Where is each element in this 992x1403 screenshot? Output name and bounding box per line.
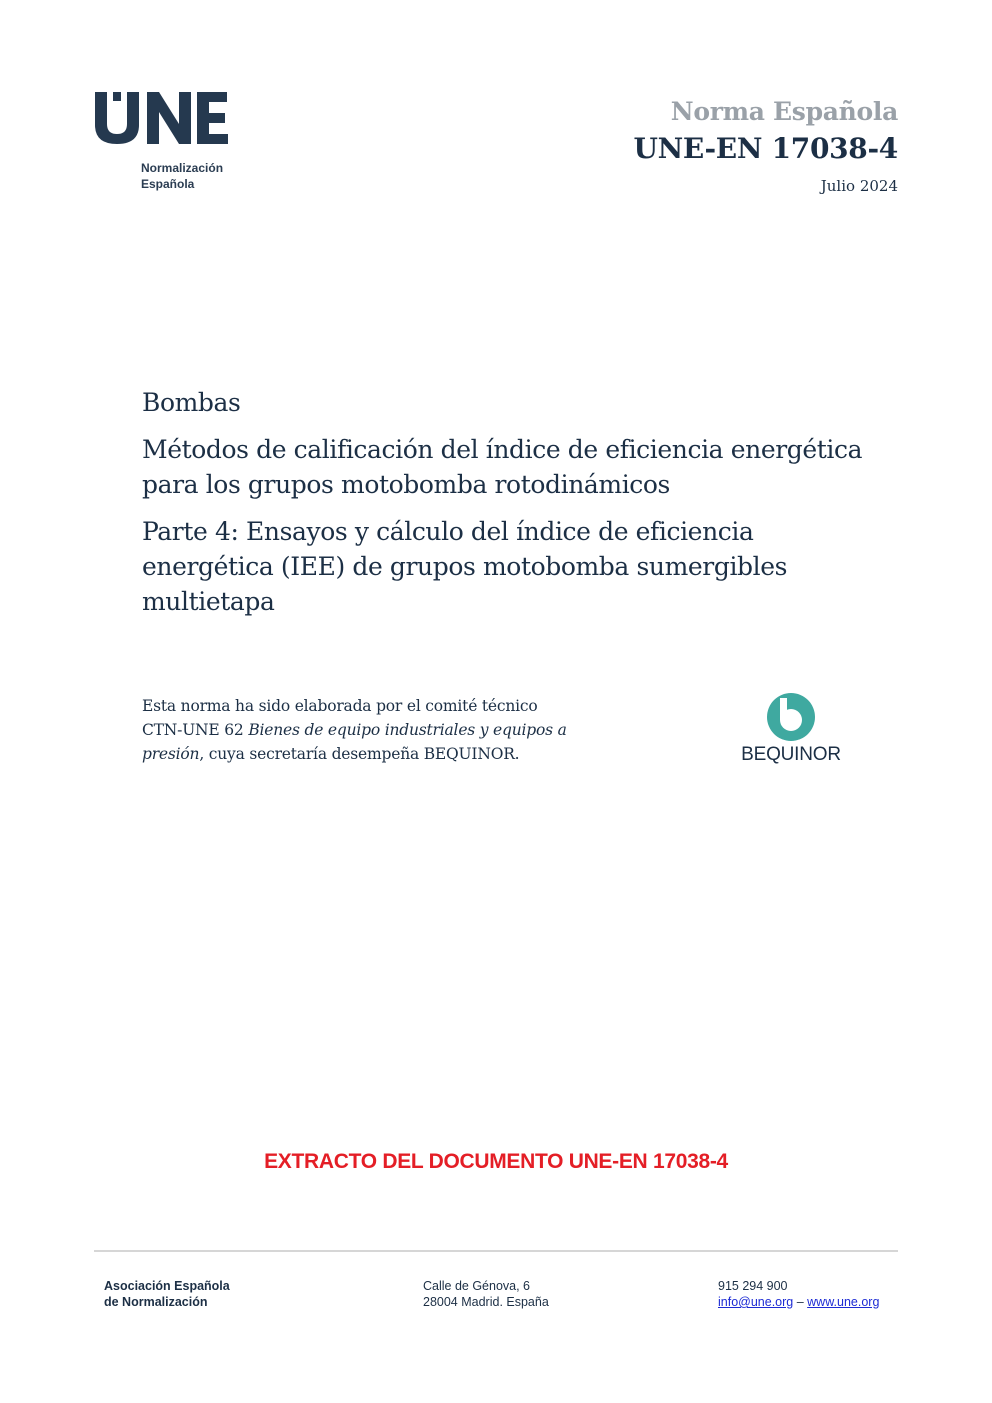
footer-org-line2: de Normalización: [104, 1295, 208, 1309]
bequinor-name: BEQUINOR: [741, 744, 841, 765]
title-part-line3: multietapa: [142, 587, 275, 616]
norma-label: Norma Española: [670, 97, 898, 126]
committee-secretariat: , cuya secretaría desempeña BEQUINOR.: [199, 745, 520, 763]
bequinor-mark-icon: [736, 690, 846, 742]
bequinor-logo: [736, 690, 846, 772]
committee-line1: Esta norma ha sido elaborada por el comité técnico: [142, 697, 538, 715]
footer-address-line2: 28004 Madrid. España: [423, 1295, 549, 1309]
title-subject-line2: para los grupos motobomba rotodinámicos: [142, 470, 670, 499]
committee-name-part2: presión: [142, 745, 200, 763]
title-part-line1: Parte 4: Ensayos y cálculo del índice de eficiencia: [142, 517, 754, 546]
footer-links: [718, 1294, 879, 1310]
footer-address: [423, 1278, 549, 1310]
publication-date: Julio 2024: [820, 177, 898, 195]
committee-name-part1: Bienes de equipo industriales y equipos a: [248, 721, 567, 739]
title-part-line2: energética (IEE) de grupos motobomba sumergibles: [142, 552, 788, 581]
footer-divider: [94, 1250, 898, 1252]
title-main: Bombas: [142, 388, 241, 417]
logo-subtitle-line2: Española: [141, 177, 195, 191]
norma-code: UNE-EN 17038-4: [633, 132, 898, 165]
committee-statement: [142, 694, 622, 766]
website-link[interactable]: www.une.org: [807, 1295, 880, 1309]
footer-address-line1: Calle de Génova, 6: [423, 1279, 531, 1293]
extract-notice: EXTRACTO DEL DOCUMENTO UNE-EN 17038-4: [264, 1150, 728, 1173]
title-subject-line1: Métodos de calificación del índice de eficiencia energética: [142, 435, 863, 464]
logo-subtitle-line1: Normalización: [141, 161, 224, 175]
footer-organization: [104, 1278, 230, 1310]
footer-link-separator: –: [793, 1295, 808, 1309]
email-link[interactable]: info@une.org: [718, 1295, 794, 1309]
committee-code: CTN-UNE 62: [142, 721, 249, 739]
footer-contact: [718, 1278, 879, 1310]
committee-line3: [142, 742, 622, 766]
document-title: [142, 385, 902, 619]
une-logo: [93, 90, 233, 195]
footer-phone: 915 294 900: [718, 1279, 788, 1293]
committee-line2: [142, 718, 622, 742]
une-wordmark-icon: [93, 90, 233, 150]
footer-org-line1: Asociación Española: [104, 1279, 230, 1293]
document-header: [634, 96, 899, 196]
